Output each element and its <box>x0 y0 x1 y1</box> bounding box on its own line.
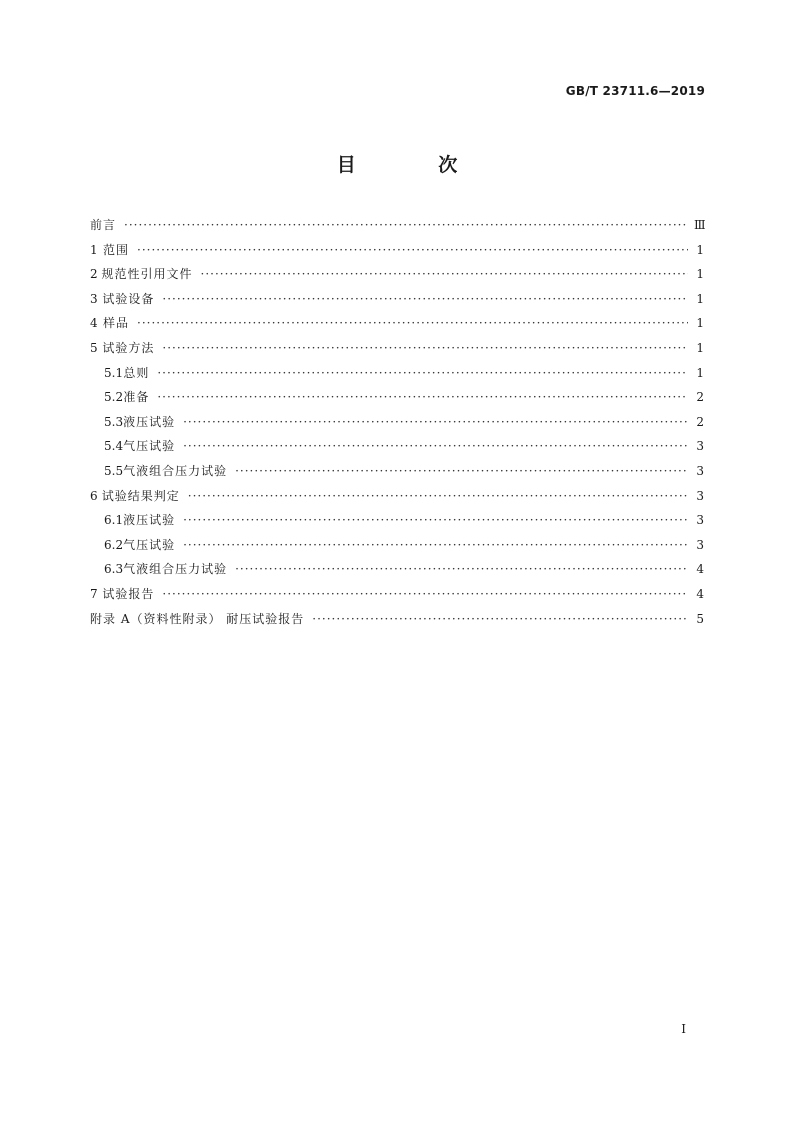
toc-entry-5-3[interactable] <box>90 413 704 438</box>
toc-leader-dots <box>157 390 688 404</box>
toc-entry-label: 试验设备 <box>102 291 155 306</box>
toc-entry-label: 样品 <box>102 316 129 331</box>
toc-entry-number: 3 <box>90 291 98 306</box>
toc-entry-label: 试验方法 <box>102 340 155 355</box>
toc-entry-page: 1 <box>696 242 704 257</box>
toc-entry-5[interactable] <box>90 339 704 364</box>
toc-leader-dots <box>137 316 688 330</box>
toc-entry-number: 5 <box>90 340 98 355</box>
toc-entry-number: 5.4 <box>104 439 124 454</box>
toc-entry-number: 5.3 <box>104 414 124 429</box>
toc-entry-page: 3 <box>696 463 704 478</box>
toc-entry-6-1[interactable] <box>90 511 704 536</box>
standard-number: GB/T 23711.6—2019 <box>565 84 705 98</box>
toc-entry-foreword[interactable] <box>90 216 704 241</box>
toc-entry-label: 总则 <box>123 365 150 380</box>
toc-entry-page: 1 <box>696 316 704 331</box>
toc-entry-label: 气液组合压力试验 <box>123 463 228 478</box>
toc-leader-dots <box>235 562 688 576</box>
toc-leader-dots <box>312 612 688 626</box>
toc-entry-2[interactable] <box>90 265 704 290</box>
toc-entry-number: 6 <box>90 488 98 503</box>
toc-entry-number: 2 <box>90 267 98 282</box>
toc-entry-page: 3 <box>696 488 704 503</box>
toc-entry-label: 液压试验 <box>123 414 176 429</box>
toc-entry-5-5[interactable] <box>90 462 704 487</box>
toc-entry-page: 4 <box>696 586 704 601</box>
toc-entry-label: 范围 <box>102 242 129 257</box>
table-of-contents <box>90 216 704 634</box>
toc-entry-5-2[interactable] <box>90 388 704 413</box>
toc-entry-page: 3 <box>696 537 704 552</box>
toc-leader-dots <box>201 267 689 281</box>
toc-entry-6-2[interactable] <box>90 536 704 561</box>
toc-entry-page: 2 <box>696 390 704 405</box>
page-number: Ⅰ <box>681 1022 686 1036</box>
toc-leader-dots <box>162 587 688 601</box>
toc-entry-label: 规范性引用文件 <box>101 267 193 282</box>
toc-leader-dots <box>183 415 688 429</box>
toc-entry-page: 5 <box>696 611 704 626</box>
page-title: 目 次 <box>336 154 496 176</box>
toc-entry-label: 试验报告 <box>102 586 155 601</box>
toc-leader-dots <box>183 439 688 453</box>
toc-leader-dots <box>162 292 688 306</box>
toc-leader-dots <box>137 243 688 257</box>
toc-entry-page: 2 <box>696 414 704 429</box>
toc-entry-label: 准备 <box>123 390 150 405</box>
toc-entry-page: 4 <box>696 562 704 577</box>
toc-entry-6[interactable] <box>90 487 704 512</box>
toc-leader-dots <box>188 489 688 503</box>
toc-entry-page: 1 <box>696 340 704 355</box>
toc-entry-label: 液压试验 <box>123 513 176 528</box>
toc-entry-number: 5.5 <box>104 463 124 478</box>
toc-leader-dots <box>235 464 688 478</box>
toc-entry-page: 1 <box>696 291 704 306</box>
toc-entry-page: 3 <box>696 513 704 528</box>
toc-entry-number: 6.3 <box>104 562 124 577</box>
toc-entry-label: 试验结果判定 <box>101 488 180 503</box>
toc-entry-number: 1 <box>90 242 98 257</box>
toc-entry-3[interactable] <box>90 290 704 315</box>
toc-entry-page: 1 <box>696 365 704 380</box>
toc-entry-5-1[interactable] <box>90 364 704 389</box>
toc-entry-label: 气压试验 <box>123 537 176 552</box>
toc-entry-5-4[interactable] <box>90 437 704 462</box>
toc-entry-number: 5.1 <box>104 365 124 380</box>
toc-entry-number: 5.2 <box>104 390 124 405</box>
toc-entry-7[interactable] <box>90 585 704 610</box>
toc-entry-4[interactable] <box>90 314 704 339</box>
toc-leader-dots <box>157 366 688 380</box>
toc-entry-page: 3 <box>696 439 704 454</box>
toc-leader-dots <box>183 513 688 527</box>
toc-entry-label: 气压试验 <box>123 439 176 454</box>
toc-leader-dots <box>183 538 688 552</box>
toc-entry-page: 1 <box>696 267 704 282</box>
toc-entry-1[interactable] <box>90 241 704 266</box>
toc-entry-number: 6.1 <box>104 513 124 528</box>
toc-entry-label: 附录 A（资料性附录） 耐压试验报告 <box>90 611 305 626</box>
toc-entry-6-3[interactable] <box>90 560 704 585</box>
toc-entry-number: 7 <box>90 586 98 601</box>
toc-entry-number: 6.2 <box>104 537 124 552</box>
toc-entry-label: 前言 <box>90 218 117 232</box>
toc-entry-label: 气液组合压力试验 <box>123 562 228 577</box>
toc-entry-number: 4 <box>90 316 98 331</box>
toc-leader-dots <box>124 218 688 232</box>
toc-entry-page: Ⅲ <box>694 218 706 232</box>
toc-entry-annex-a[interactable] <box>90 610 704 635</box>
toc-leader-dots <box>162 341 688 355</box>
